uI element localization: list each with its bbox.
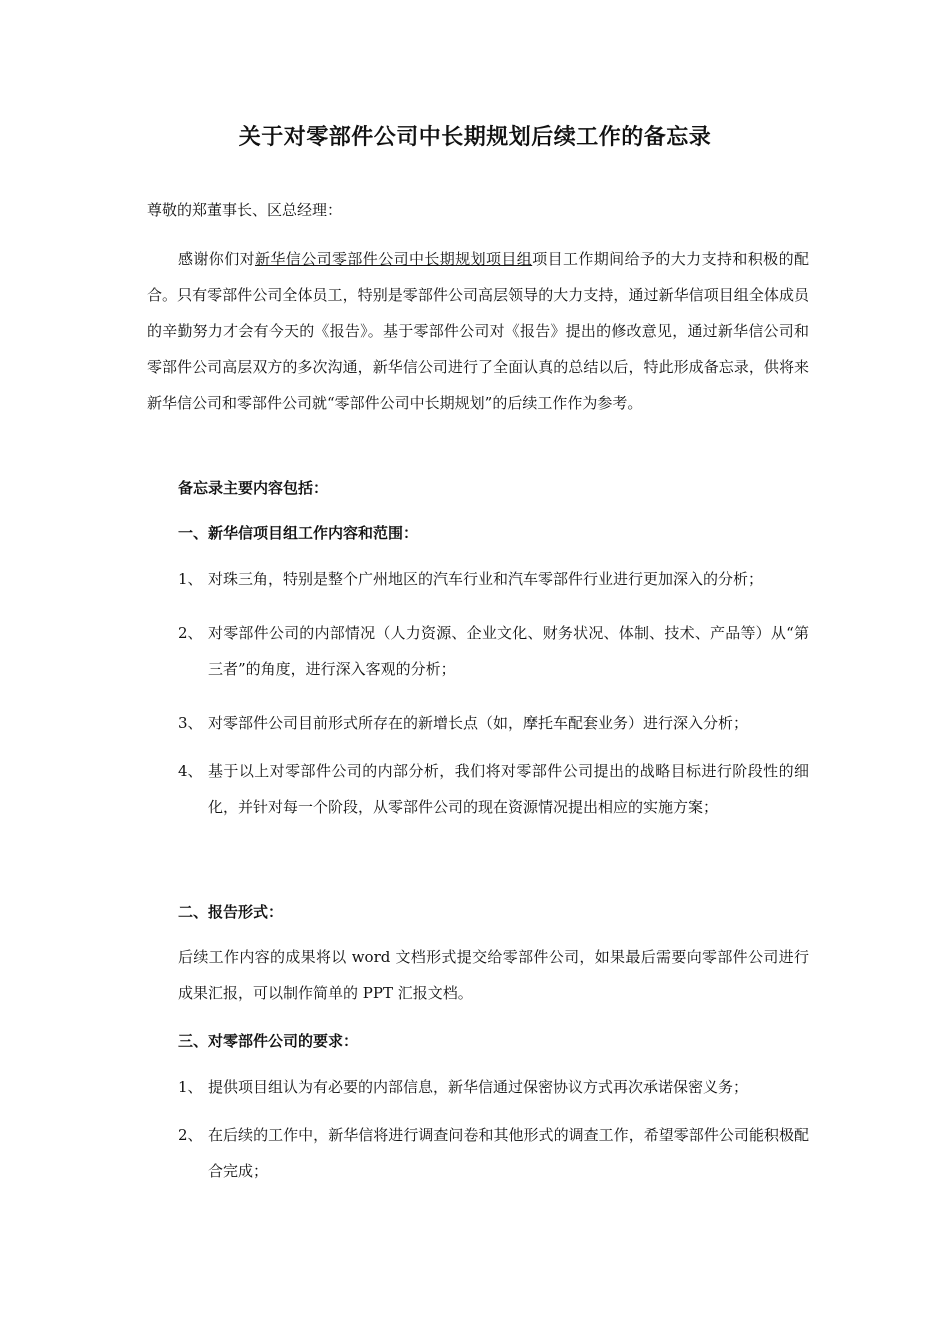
list-item	[178, 1069, 809, 1105]
list-item	[178, 615, 809, 687]
section2-text: 后续工作内容的成果将以 word 文档形式提交给零部件公司，如果最后需要向零部件公司进行成果汇报，可以制作简单的 PPT 汇报文档。	[178, 948, 809, 1002]
list-item-text: 提供项目组认为有必要的内部信息，新华信通过保密协议方式再次承诺保密义务；	[208, 1078, 749, 1096]
section1-heading: 一、新华信项目组工作内容和范围：	[178, 524, 419, 542]
list-item	[178, 1117, 809, 1189]
section3-list	[178, 1069, 809, 1189]
list-item-text: 基于以上对零部件公司的内部分析，我们将对零部件公司提出的战略目标进行阶段性的细化，并针对每一个阶段，从零部件公司的现在资源情况提出相应的实施方案；	[208, 762, 809, 816]
list-item	[178, 753, 809, 825]
list-item-number: 3、	[178, 714, 203, 732]
list-item-number: 2、	[178, 624, 203, 642]
list-item-number: 1、	[178, 570, 203, 588]
list-item-text: 对零部件公司的内部情况（人力资源、企业文化、财务状况、体制、技术、产品等）从“第三者”的角度，进行深入客观的分析；	[208, 624, 809, 678]
intro-text-after: 项目工作期间给予的大力支持和积极的配合。只有零部件公司全体员工，特别是零部件公司高层领导的大力支持，通过新华信项目组全体成员的辛勤努力才会有今天的《报告》。基于零部件公司对《报告》提出的修改意见，通过新华信公司和零部件公司高层双方的多次沟通，新华信公司进行了全面认真的总结以后，特此形成备忘录，供将来新华信公司和零部件公司就“零部件公司中长期规划”的后续工作作为参考。	[147, 250, 809, 412]
intro-paragraph	[147, 241, 809, 421]
list-item-text: 对珠三角，特别是整个广州地区的汽车行业和汽车零部件行业进行更加深入的分析；	[208, 570, 764, 588]
document-title: 关于对零部件公司中长期规划后续工作的备忘录	[238, 124, 712, 150]
section1-list	[178, 561, 809, 825]
list-item	[178, 705, 809, 741]
intro-text-before: 感谢你们对	[178, 250, 255, 268]
salutation: 尊敬的郑董事长、区总经理：	[147, 201, 343, 219]
list-item	[178, 561, 809, 597]
list-item-text: 对零部件公司目前形式所存在的新增长点（如，摩托车配套业务）进行深入分析；	[208, 714, 749, 732]
main-contents-heading: 备忘录主要内容包括：	[178, 479, 329, 497]
section2-heading: 二、报告形式：	[178, 903, 284, 921]
list-item-number: 1、	[178, 1078, 203, 1096]
list-item-number: 4、	[178, 762, 203, 780]
list-item-text: 在后续的工作中，新华信将进行调查问卷和其他形式的调查工作，希望零部件公司能积极配合完成；	[208, 1126, 809, 1180]
project-team-name: 新华信公司零部件公司中长期规划项目组	[255, 250, 533, 268]
section3-heading: 三、对零部件公司的要求：	[178, 1032, 359, 1050]
list-item-number: 2、	[178, 1126, 203, 1144]
